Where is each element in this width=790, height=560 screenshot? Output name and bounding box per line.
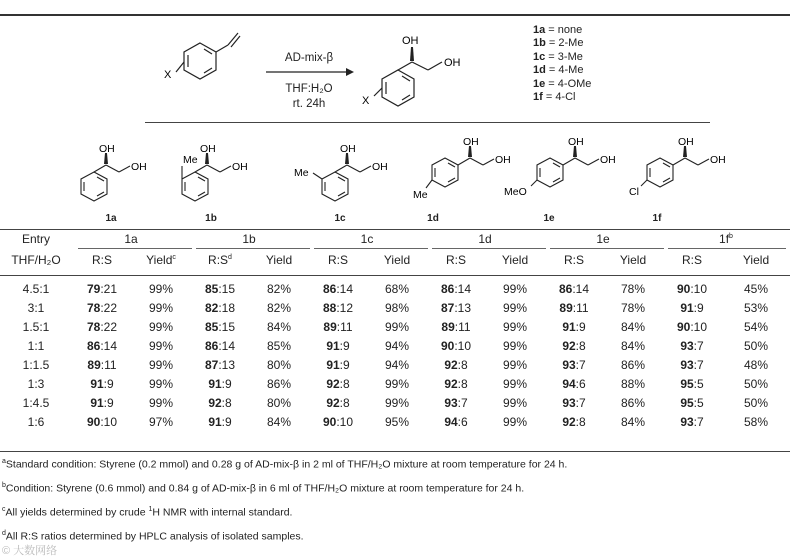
methyl-label: Me — [413, 189, 428, 201]
yield-cell: 95% — [384, 414, 410, 429]
rs-major: 91 — [326, 357, 340, 372]
oh-label: OH — [99, 143, 115, 155]
rs-cell — [308, 317, 368, 336]
oh-label: OH — [495, 154, 511, 166]
compound-label-1d: 1d — [427, 213, 439, 224]
rs-cell — [72, 355, 132, 374]
rs-major: 93 — [444, 395, 458, 410]
yield-cell: 99% — [148, 395, 174, 410]
col-rs: $R:S^d$ — [208, 252, 232, 267]
yield-cell: 86% — [266, 376, 292, 391]
product-structure — [374, 62, 442, 106]
legend-item: 1a = none — [533, 24, 583, 36]
rs-cell — [426, 279, 486, 298]
rs-major: 94 — [444, 414, 458, 429]
legend-item: 1c = 3-Me — [533, 50, 583, 63]
table-body — [0, 279, 790, 431]
rs-minor: :6 — [575, 376, 586, 391]
rs-minor: :14 — [336, 281, 354, 296]
results-table — [0, 229, 790, 431]
rs-minor: :9 — [103, 395, 114, 410]
rs-major: 92 — [562, 414, 576, 429]
rs-cell — [190, 279, 250, 298]
rs-major: 91 — [326, 338, 340, 353]
yield-cell: 99% — [148, 300, 174, 315]
legend-item: 1f = 4-Cl — [533, 91, 576, 104]
yield-cell: 84% — [620, 414, 646, 429]
rs-cell — [544, 336, 604, 355]
yield-cell: 50% — [743, 338, 769, 353]
rs-minor: :8 — [339, 376, 350, 391]
yield-cell: 99% — [502, 281, 528, 296]
yield-cell: 99% — [148, 281, 174, 296]
table-row — [0, 336, 790, 355]
yield-cell: 99% — [384, 395, 410, 410]
rs-minor: :21 — [100, 281, 118, 296]
yield-cell: 82% — [266, 300, 292, 315]
rs-major: 90 — [86, 414, 101, 429]
product-structures — [0, 128, 790, 212]
rs-cell — [662, 336, 722, 355]
rs-minor: :5 — [693, 376, 704, 391]
oh-label: OH — [131, 161, 147, 173]
rs-major: 92 — [208, 395, 222, 410]
rs-cell — [72, 374, 132, 393]
col-yield: Yield — [742, 252, 770, 267]
rs-minor: :8 — [339, 395, 350, 410]
rs-minor: :8 — [457, 357, 468, 372]
rs-minor: :10 — [454, 338, 472, 353]
rs-major: 91 — [562, 319, 576, 334]
yield-cell: 85% — [266, 338, 292, 353]
yield-cell: 99% — [148, 357, 174, 372]
yield-cell: 98% — [384, 300, 410, 315]
rs-major: 82 — [204, 300, 219, 315]
yield-cell: 99% — [502, 376, 528, 391]
table-row — [0, 412, 790, 431]
rs-minor: :11 — [454, 319, 471, 334]
reactant-x-label: X — [164, 69, 172, 81]
rs-cell — [72, 412, 132, 431]
rs-major: 86 — [440, 281, 455, 296]
table-row — [0, 355, 790, 374]
column-header-row — [0, 249, 790, 270]
rs-minor: :9 — [575, 319, 586, 334]
rs-major: 87 — [204, 357, 219, 372]
rs-cell — [544, 355, 604, 374]
rs-minor: :13 — [454, 300, 472, 315]
rs-minor: :10 — [100, 414, 118, 429]
yield-cell: 86% — [620, 395, 646, 410]
rs-cell — [308, 336, 368, 355]
rs-cell — [426, 336, 486, 355]
group-header-1c: 1c — [360, 232, 374, 246]
structure-1a — [81, 165, 130, 201]
table-bottom-rule — [0, 451, 790, 452]
rs-cell — [662, 374, 722, 393]
rs-major: 86 — [86, 338, 101, 353]
rs-cell — [308, 298, 368, 317]
product-x-label: X — [362, 95, 370, 107]
rs-cell — [662, 393, 722, 412]
reaction-scheme — [0, 0, 790, 132]
rs-minor: :7 — [575, 395, 586, 410]
yield-cell: 53% — [743, 300, 769, 315]
rs-cell — [72, 298, 132, 317]
rs-major: 89 — [559, 300, 573, 315]
methoxy-label: MeO — [504, 186, 527, 198]
rs-major: 85 — [204, 319, 219, 334]
rs-cell — [662, 279, 722, 298]
rs-cell — [308, 393, 368, 412]
rs-minor: :5 — [693, 395, 704, 410]
rs-minor: :8 — [221, 395, 232, 410]
reaction-solvent: THF:H₂O — [285, 83, 333, 95]
reaction-conditions: rt. 24h — [292, 98, 326, 110]
oh-label: OH — [340, 143, 356, 155]
rs-cell — [72, 336, 132, 355]
entry-header: Entry — [21, 232, 50, 246]
rs-minor: :14 — [100, 338, 118, 353]
rs-major: 92 — [326, 395, 340, 410]
footnote-c: $^c$All yields determined by crude $^1$H NMR with internal standard. — [2, 506, 293, 519]
rs-major: 79 — [86, 281, 101, 296]
yield-cell: 50% — [743, 376, 769, 391]
entry-cell: 4.5:1 — [22, 281, 50, 296]
footnote-d: $^d$All R:S ratios determined by HPLC analysis of isolated samples. — [2, 530, 304, 543]
rs-major: 89 — [441, 319, 455, 334]
yield-cell: 82% — [266, 281, 292, 296]
rs-major: 91 — [680, 300, 694, 315]
yield-cell: 99% — [502, 357, 528, 372]
rs-cell — [72, 393, 132, 412]
rs-cell — [308, 374, 368, 393]
col-yield: Yield — [619, 252, 647, 267]
yield-cell: 45% — [743, 281, 769, 296]
yield-cell: 88% — [620, 376, 646, 391]
yield-cell: 78% — [620, 281, 646, 296]
rs-cell — [426, 317, 486, 336]
yield-cell: 84% — [266, 319, 292, 334]
yield-cell: 68% — [384, 281, 410, 296]
rs-minor: :22 — [100, 319, 118, 334]
rs-minor: :9 — [339, 357, 350, 372]
reaction-reagent: AD-mix-β — [284, 52, 334, 64]
rs-cell — [190, 412, 250, 431]
rs-minor: :14 — [572, 281, 590, 296]
yield-cell: 80% — [266, 395, 292, 410]
oh-label: OH — [463, 136, 479, 148]
rs-cell — [308, 279, 368, 298]
yield-cell: 84% — [266, 414, 292, 429]
yield-cell: 99% — [502, 338, 528, 353]
entry-cell: 1:4.5 — [22, 395, 50, 410]
rs-cell — [662, 355, 722, 374]
structure-1e — [531, 158, 599, 187]
rs-cell — [72, 279, 132, 298]
rs-major: 95 — [680, 376, 694, 391]
entry-cell: 3:1 — [27, 300, 45, 315]
legend-item: 1e = 4-OMe — [533, 77, 592, 90]
rs-major: 91 — [208, 414, 222, 429]
entry-cell: 1:1 — [27, 338, 45, 353]
entry-cell: 1.5:1 — [22, 319, 50, 334]
rs-cell — [544, 279, 604, 298]
group-header-1a: 1a — [124, 232, 138, 246]
compound-label-1e: 1e — [543, 213, 555, 224]
col-rs: R:S — [327, 252, 348, 267]
col-rs: R:S — [563, 252, 584, 267]
rs-cell — [190, 393, 250, 412]
yield-cell: 54% — [743, 319, 769, 334]
col-rs: R:S — [91, 252, 112, 267]
yield-cell: 58% — [743, 414, 769, 429]
rs-minor: :7 — [693, 338, 704, 353]
yield-cell: 99% — [384, 319, 410, 334]
rs-cell — [544, 298, 604, 317]
yield-cell: 99% — [148, 319, 174, 334]
rs-major: 92 — [562, 338, 576, 353]
compound-label-1a: 1a — [105, 213, 117, 224]
oh-label: OH — [372, 161, 388, 173]
rs-major: 89 — [87, 357, 101, 372]
rs-major: 92 — [444, 376, 458, 391]
reaction-arrowhead — [346, 68, 354, 76]
rs-minor: :7 — [575, 357, 586, 372]
rs-major: 91 — [90, 376, 104, 391]
table-row — [0, 298, 790, 317]
oh-label: OH — [600, 154, 616, 166]
footnote-a: $^a$Standard condition: Styrene (0.2 mmol) and 0.28 g of AD-mix-β in 2 ml of THF/H₂O mixture at room temperature for 24 h. — [2, 458, 568, 471]
col-yield: Yield — [265, 252, 293, 267]
rs-minor: :15 — [218, 319, 236, 334]
table-row — [0, 393, 790, 412]
yield-cell: 94% — [384, 338, 410, 353]
rs-cell — [544, 317, 604, 336]
yield-cell: 99% — [502, 300, 528, 315]
rs-major: 78 — [86, 300, 101, 315]
group-header-1d: 1d — [478, 232, 492, 246]
rs-major: 92 — [326, 376, 340, 391]
rs-minor: :8 — [457, 376, 468, 391]
oh-label: OH — [568, 136, 584, 148]
rs-minor: :7 — [693, 357, 704, 372]
methyl-label: Me — [294, 167, 309, 179]
yield-cell: 99% — [502, 395, 528, 410]
rs-major: 90 — [676, 319, 691, 334]
rs-minor: :18 — [218, 300, 236, 315]
yield-cell: 50% — [743, 395, 769, 410]
compound-label-1b: 1b — [205, 213, 217, 224]
rs-major: 93 — [680, 357, 694, 372]
rs-minor: :14 — [454, 281, 472, 296]
entry-cell: 1:1.5 — [22, 357, 50, 372]
yield-cell: 99% — [502, 414, 528, 429]
structure-1d — [426, 158, 494, 188]
rs-minor: :10 — [690, 319, 708, 334]
product-wedge-bond — [410, 47, 414, 61]
rs-minor: :11 — [572, 300, 589, 315]
chloro-label: Cl — [629, 186, 639, 198]
yield-cell: 84% — [620, 319, 646, 334]
rs-major: 93 — [680, 414, 694, 429]
rs-minor: :14 — [218, 338, 236, 353]
compound-label-1c: 1c — [334, 213, 346, 224]
rs-major: 90 — [676, 281, 691, 296]
col-rs: R:S — [445, 252, 466, 267]
yield-cell: 94% — [384, 357, 410, 372]
rs-cell — [190, 374, 250, 393]
rs-minor: :11 — [100, 357, 117, 372]
rs-major: 93 — [680, 338, 694, 353]
scheme-rule — [145, 122, 710, 123]
rs-major: 91 — [208, 376, 222, 391]
yield-cell: 99% — [148, 338, 174, 353]
watermark: © 大数网络 — [2, 545, 58, 557]
table-row — [0, 279, 790, 298]
rs-major: 86 — [204, 338, 219, 353]
yield-cell: 78% — [620, 300, 646, 315]
rs-cell — [426, 298, 486, 317]
rs-cell — [190, 298, 250, 317]
rs-cell — [190, 336, 250, 355]
rs-major: 87 — [440, 300, 455, 315]
rs-cell — [544, 412, 604, 431]
oh-label: OH — [200, 143, 216, 155]
rs-cell — [544, 374, 604, 393]
yield-cell: 99% — [384, 376, 410, 391]
methyl-label: Me — [183, 154, 198, 166]
table-row — [0, 317, 790, 336]
rs-major: 93 — [562, 395, 576, 410]
rs-minor: :10 — [690, 281, 708, 296]
group-header-1e: 1e — [596, 232, 610, 246]
oh-label: OH — [678, 136, 694, 148]
col-rs: R:S — [681, 252, 702, 267]
entry-cell: 1:6 — [27, 414, 45, 429]
rs-minor: :6 — [457, 414, 468, 429]
substituent-legend — [533, 24, 591, 104]
col-yield: Yield$^c$ — [146, 252, 176, 267]
col-yield: Yield — [501, 252, 529, 267]
rs-major: 91 — [90, 395, 104, 410]
compound-label-1f: 1f — [652, 213, 662, 224]
rs-minor: :7 — [457, 395, 468, 410]
rs-minor: :9 — [221, 414, 232, 429]
reactant-structure — [176, 33, 240, 79]
rs-cell — [308, 355, 368, 374]
rs-minor: :9 — [103, 376, 114, 391]
table-row — [0, 374, 790, 393]
group-header-row — [0, 229, 790, 249]
rs-major: 93 — [562, 357, 576, 372]
group-header-1f: $1f^b$ — [719, 232, 733, 246]
rs-minor: :8 — [575, 414, 586, 429]
rs-major: 90 — [440, 338, 455, 353]
oh-label: OH — [232, 161, 248, 173]
product-oh-top: OH — [402, 35, 419, 47]
ratio-header: THF/H₂O — [11, 252, 61, 267]
rs-minor: :11 — [336, 319, 353, 334]
rs-cell — [72, 317, 132, 336]
rs-cell — [190, 355, 250, 374]
rs-major: 85 — [204, 281, 219, 296]
rs-cell — [308, 412, 368, 431]
rs-minor: :13 — [218, 357, 236, 372]
yield-cell: 48% — [743, 357, 769, 372]
footnote-b: $^b$Condition: Styrene (0.6 mmol) and 0.84 g of AD-mix-β in 6 ml of THF/H₂O mixture at room temperature for 24 h. — [2, 482, 525, 495]
rs-cell — [426, 374, 486, 393]
rs-minor: :8 — [575, 338, 586, 353]
legend-item: 1d = 4-Me — [533, 64, 584, 77]
structure-1b — [182, 165, 231, 201]
rs-cell — [662, 317, 722, 336]
rs-major: 92 — [444, 357, 458, 372]
rs-minor: :15 — [218, 281, 236, 296]
legend-item: 1b = 2-Me — [533, 37, 584, 50]
rs-major: 86 — [322, 281, 337, 296]
yield-cell: 86% — [620, 357, 646, 372]
yield-cell: 97% — [148, 414, 174, 429]
entry-cell: 1:3 — [27, 376, 45, 391]
rs-major: 89 — [323, 319, 337, 334]
group-header-1b: 1b — [242, 232, 256, 246]
oh-label: OH — [710, 154, 726, 166]
rs-major: 78 — [86, 319, 101, 334]
rs-cell — [662, 298, 722, 317]
rs-minor: :22 — [100, 300, 118, 315]
rs-minor: :9 — [221, 376, 232, 391]
rs-major: 86 — [558, 281, 573, 296]
rs-minor: :9 — [339, 338, 350, 353]
rs-minor: :9 — [693, 300, 704, 315]
rs-cell — [426, 412, 486, 431]
rs-cell — [190, 317, 250, 336]
rs-cell — [544, 393, 604, 412]
yield-cell: 80% — [266, 357, 292, 372]
rs-major: 88 — [322, 300, 337, 315]
rs-major: 90 — [322, 414, 337, 429]
rs-cell — [426, 355, 486, 374]
yield-cell: 99% — [502, 319, 528, 334]
rs-cell — [662, 412, 722, 431]
rs-cell — [426, 393, 486, 412]
col-yield: Yield — [383, 252, 411, 267]
structure-1f — [641, 158, 709, 187]
structure-1c — [313, 165, 371, 201]
rs-major: 95 — [680, 395, 694, 410]
yield-cell: 84% — [620, 338, 646, 353]
rs-minor: :10 — [336, 414, 354, 429]
rs-minor: :7 — [693, 414, 704, 429]
yield-cell: 99% — [148, 376, 174, 391]
product-oh-right: OH — [444, 57, 461, 69]
rs-major: 94 — [562, 376, 576, 391]
rs-minor: :12 — [336, 300, 354, 315]
